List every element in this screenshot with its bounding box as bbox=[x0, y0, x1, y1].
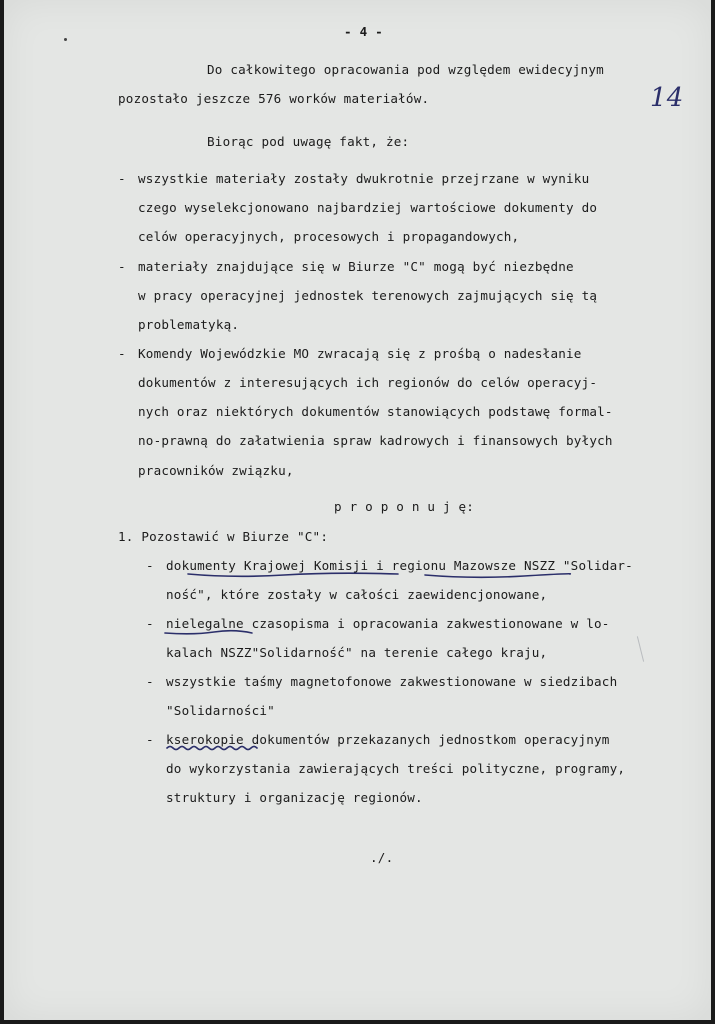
premise-1-line-2: czego wyselekcjonowano najbardziej wartościowe dokumenty do bbox=[138, 200, 598, 215]
premise-intro: Biorąc pod uwagę fakt, że: bbox=[207, 134, 410, 149]
bullet-dash: - bbox=[118, 259, 126, 274]
premise-2-line-1: materiały znajdujące się w Biurze "C" mogą być niezbędne bbox=[138, 259, 574, 274]
premise-3-line-5: pracowników związku, bbox=[138, 463, 294, 478]
bullet-dash: - bbox=[118, 171, 126, 186]
bullet-dash: - bbox=[146, 616, 154, 631]
bullet-dash: - bbox=[118, 346, 126, 361]
page-number: - 4 - bbox=[344, 24, 383, 39]
premise-2-line-3: problematyką. bbox=[138, 317, 240, 332]
pencil-stroke bbox=[637, 636, 644, 661]
premise-3-line-3: nych oraz niektórych dokumentów stanowiących podstawę formal- bbox=[138, 404, 613, 419]
premise-3-line-1: Komendy Wojewódzkie MO zwracają się z prośbą o nadesłanie bbox=[138, 346, 582, 361]
item-4-line-2: do wykorzystania zawierających treści polityczne, programy, bbox=[166, 761, 626, 776]
handwritten-page-number: 14 bbox=[650, 83, 684, 113]
intro-line-1: Do całkowitego opracowania pod względem ewidecyjnym bbox=[207, 62, 604, 77]
item-4-line-3: struktury i organizację regionów. bbox=[166, 790, 423, 805]
proposal-heading: p r o p o n u j ę: bbox=[334, 499, 475, 514]
item-3-line-2: "Solidarności" bbox=[166, 703, 275, 718]
item-1-line-2: ność", które zostały w całości zaewidencjonowane, bbox=[166, 587, 548, 602]
point-1-label: 1. Pozostawić w Biurze "C": bbox=[118, 529, 329, 544]
margin-dot bbox=[64, 38, 67, 41]
item-1-line-1: dokumenty Krajowej Komisji i regionu Mazowsze NSZZ "Solidar- bbox=[166, 558, 633, 573]
document-page bbox=[4, 0, 711, 1020]
bullet-dash: - bbox=[146, 732, 154, 747]
item-2-line-1: nielegalne czasopisma i opracowania zakwestionowane w lo- bbox=[166, 616, 610, 631]
bullet-dash: - bbox=[146, 674, 154, 689]
premise-3-line-4: no-prawną do załatwienia spraw kadrowych i finansowych byłych bbox=[138, 433, 613, 448]
bullet-dash: - bbox=[146, 558, 154, 573]
item-4-line-1: kserokopie dokumentów przekazanych jednostkom operacyjnym bbox=[166, 732, 610, 747]
item-3-line-1: wszystkie taśmy magnetofonowe zakwestionowane w siedzibach bbox=[166, 674, 618, 689]
item-2-line-2: kalach NSZZ"Solidarność" na terenie całego kraju, bbox=[166, 645, 548, 660]
premise-3-line-2: dokumentów z interesujących ich regionów do celów operacyj- bbox=[138, 375, 598, 390]
premise-1-line-3: celów operacyjnych, procesowych i propagandowych, bbox=[138, 229, 520, 244]
premise-1-line-1: wszystkie materiały zostały dwukrotnie przejrzane w wyniku bbox=[138, 171, 590, 186]
underline-regionu-mazowsze bbox=[425, 574, 570, 578]
continuation-mark: ./. bbox=[370, 850, 394, 865]
premise-2-line-2: w pracy operacyjnej jednostek terenowych zajmujących się tą bbox=[138, 288, 598, 303]
intro-line-2: pozostało jeszcze 576 worków materiałów. bbox=[118, 91, 430, 106]
